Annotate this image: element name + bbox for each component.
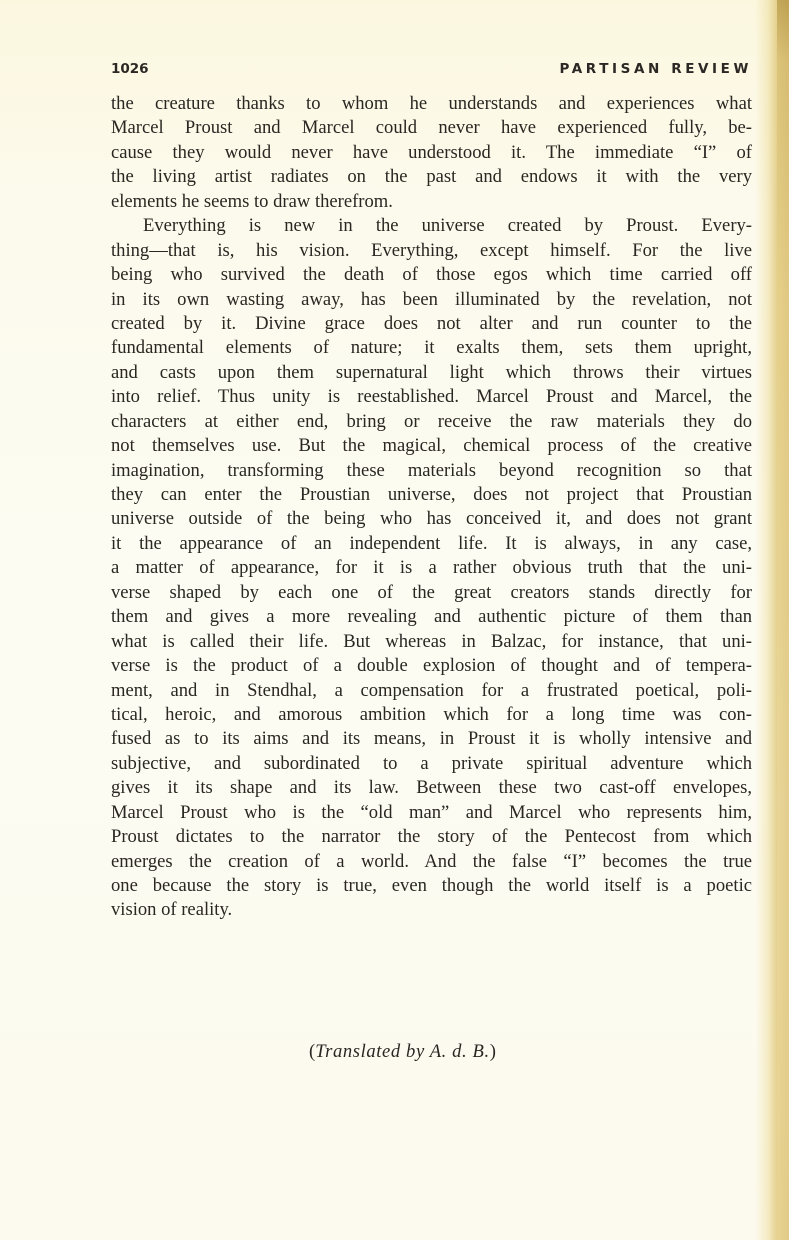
credit-close-paren: ) [489,1041,496,1062]
translator-credit [0,1041,789,1063]
text-line: Marcel Proust and Marcel could never have experienced fully, be- [111,117,752,139]
text-line: being who survived the death of those egos which time carried off [111,264,752,286]
text-line: emerges the creation of a world. And the false “I” becomes the true [111,850,752,872]
text-line: thing—that is, his vision. Everything, except himself. For the live [111,239,752,261]
text-line: tical, heroic, and amorous ambition which for a long time was con- [111,703,752,725]
text-line: into relief. Thus unity is reestablished. Marcel Proust and Marcel, the [111,386,752,408]
text-line: verse is the product of a double explosion of thought and of tempera- [111,655,752,677]
paragraph [111,214,752,923]
text-line: characters at either end, bring or receive the raw materials they do [111,410,752,432]
running-head [111,61,752,81]
text-line: them and gives a more revealing and authentic picture of them than [111,606,752,628]
text-line: subjective, and subordinated to a private spiritual adventure which [111,752,752,774]
text-line: Marcel Proust who is the “old man” and Marcel who represents him, [111,801,752,823]
text-line: imagination, transforming these materials beyond recognition so that [111,459,752,481]
text-line: created by it. Divine grace does not alter and run counter to the [111,312,752,334]
text-line: fused as to its aims and its means, in Proust it is wholly intensive and [111,728,752,750]
article-body [111,92,752,923]
text-line: they can enter the Proustian universe, does not project that Proustian [111,484,752,505]
text-line: it the appearance of an independent life. It is always, in any case, [111,532,752,554]
paragraph [111,92,752,214]
text-line: Proust dictates to the narrator the story of the Pentecost from which [111,826,752,848]
text-line: gives it its shape and its law. Between these two cast-off envelopes, [111,777,752,799]
text-line: the creature thanks to whom he understands and experiences what [111,93,752,114]
text-line: universe outside of the being who has conceived it, and does not grant [111,508,752,530]
credit-text: Translated by A. d. B. [315,1041,490,1062]
text-line: Everything is new in the universe created by Proust. Every- [143,215,752,237]
text-line: one because the story is true, even though the world itself is a poetic [111,875,752,896]
text-line: fundamental elements of nature; it exalts them, sets them upright, [111,337,752,359]
text-line: in its own wasting away, has been illuminated by the revelation, not [111,288,752,310]
text-line: what is called their life. But whereas in Balzac, for instance, that uni- [111,630,752,652]
credit-open-paren: ( [309,1041,316,1062]
text-line: not themselves use. But the magical, chemical process of the creative [111,435,752,457]
journal-title: PARTISAN REVIEW [559,61,752,77]
text-line: vision of reality. [111,899,233,921]
text-line: a matter of appearance, for it is a rather obvious truth that the uni- [111,557,752,579]
text-line: and casts upon them supernatural light which throws their virtues [111,361,752,383]
text-line: the living artist radiates on the past and endows it with the very [111,166,752,188]
text-line: verse shaped by each one of the great creators stands directly for [111,581,752,603]
text-line: elements he seems to draw therefrom. [111,190,393,212]
page-number: 1026 [111,61,149,77]
text-line: cause they would never have understood it. The immediate “I” of [111,141,752,163]
text-line: ment, and in Stendhal, a compensation for a frustrated poetical, poli- [111,679,752,701]
